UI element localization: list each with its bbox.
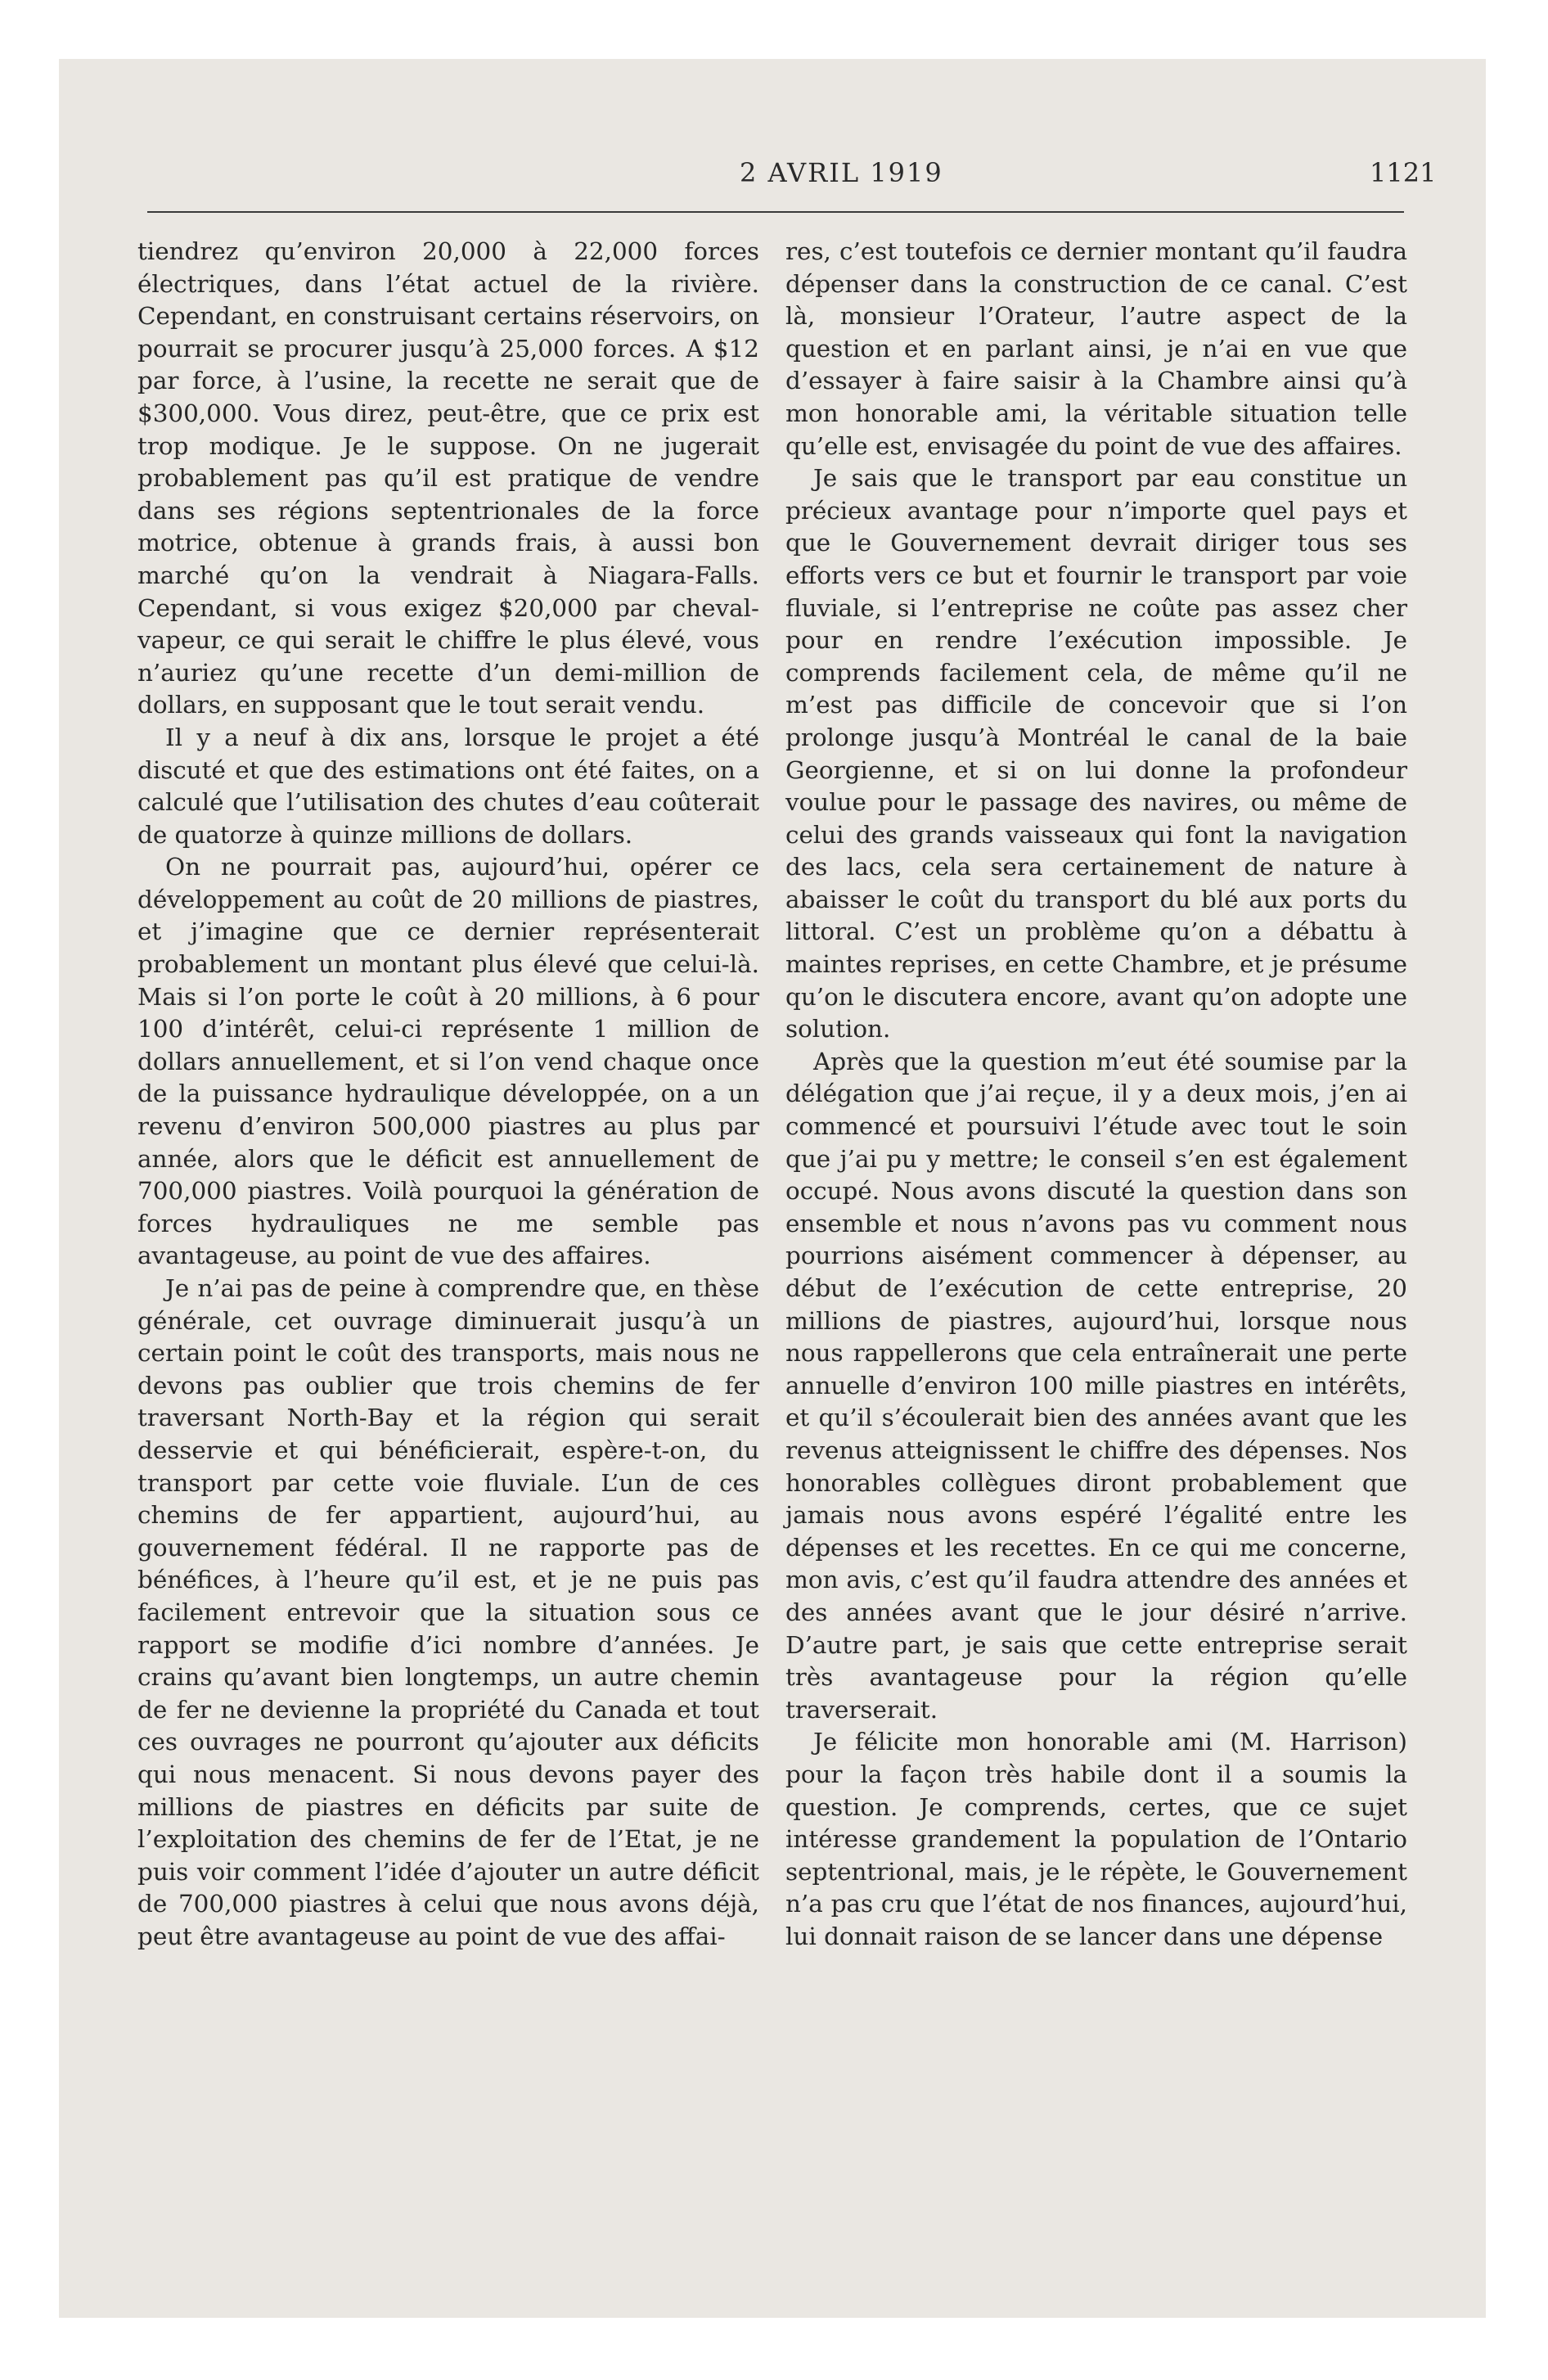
scanned-page (59, 59, 1486, 2318)
left-column (137, 236, 759, 1953)
paragraph: Il y a neuf à dix ans, lorsque le projet a été discuté et que des estimations ont été faites, on a calculé que l’utilisation des chutes d’eau coûterait de quatorze à quinze millions de dollars. (137, 723, 759, 849)
right-column (785, 236, 1407, 1953)
paragraph: tiendrez qu’environ 20,000 à 22,000 forces électriques, dans l’état actuel de la rivière. Cependant, en construisant certains réservoirs, on pourrait se procurer jusqu’à 25,000 forces. A $12 par force, à l’usine, la recette ne serait que de $300,000. Vous direz, peut-être, que ce prix est trop modique. Je le suppose. On ne jugerait probablement pas qu’il est pratique de vendre dans ses régions septentrionales de la force motrice, obtenue à grands frais, à aussi bon marché qu’on la vendrait à Niagara-Falls. Cependant, si vous exigez $20,000 par cheval-vapeur, ce qui serait le chiffre le plus élevé, vous n’auriez qu’une recette d’un demi-million de dollars, en supposant que le tout serait vendu. (137, 237, 759, 719)
paragraph: Après que la question m’eut été soumise par la délégation que j’ai reçue, il y a deux mois, j’en ai commencé et poursuivi l’étude avec tout le soin que j’ai pu y mettre; le conseil s’en est également occupé. Nous avons discuté la question dans son ensemble et nous n’avons pas vu comment nous pourrions aisément commencer à dépenser, au début de l’exécution de cette entreprise, 20 millions de piastres, aujourd’hui, lorsque nous nous rappellerons que cela entraînerait une perte annuelle d’environ 100 mille piastres en intérêts, et qu’il s’écoulerait bien des années avant que les revenus atteignissent le chiffre des dépenses. Nos honorables collègues diront probablement que jamais nous avons espéré l’égalité entre les dépenses et les recettes. En ce qui me concerne, mon avis, c’est qu’il faudra attendre des années et des années avant que le jour désiré n’arrive. D’autre part, je sais que cette entreprise serait très avantageuse pour la région qu’elle traverserait. (785, 1047, 1407, 1724)
paragraph: Je n’ai pas de peine à comprendre que, en thèse générale, cet ouvrage diminuerait jusqu’à un certain point le coût des transports, mais nous ne devons pas oublier que trois chemins de fer traversant North-Bay et la région qui serait desservie et qui bénéficierait, espère-t-on, du transport par cette voie fluviale. L’un de ces chemins de fer appartient, aujourd’hui, au gouvernement fédéral. Il ne rapporte pas de bénéfices, à l’heure qu’il est, et je ne puis pas facilement entrevoir que la situation sous ce rapport se modifie d’ici nombre d’années. Je crains qu’avant bien longtemps, un autre chemin de fer ne devienne la propriété du Canada et tout ces ouvrages ne pourront qu’ajouter aux déficits qui nous menacent. Si nous devons payer des millions de piastres en déficits par suite de l’exploitation des chemins de fer de l’Etat, je ne puis voir comment l’idée d’ajouter un autre déficit de 700,000 piastres à celui que nous avons déjà, peut être avantageuse au point de vue des affai- (137, 1274, 759, 1950)
paragraph: Je félicite mon honorable ami (M. Harrison) pour la façon très habile dont il a soumis la question. Je comprends, certes, que ce sujet intéresse grandement la population de l’Ontario septentrional, mais, je le répète, le Gouvernement n’a pas cru que l’état de nos finances, aujourd’hui, lui donnait raison de se lancer dans une dépense (785, 1728, 1407, 1950)
paragraph: On ne pourrait pas, aujourd’hui, opérer ce développement au coût de 20 millions de piastres, et j’imagine que ce dernier représenterait probablement un montant plus élevé que celui-là. Mais si l’on porte le coût à 20 millions, à 6 pour 100 d’intérêt, celui-ci représente 1 million de dollars annuellement, et si l’on vend chaque once de la puissance hydraulique développée, on a un revenu d’environ 500,000 piastres au plus par année, alors que le déficit est annuellement de 700,000 piastres. Voilà pourquoi la génération de forces hydrauliques ne me semble pas avantageuse, au point de vue des affaires. (137, 853, 759, 1270)
header-rule (147, 211, 1404, 213)
paragraph: res, c’est toutefois ce dernier montant qu’il faudra dépenser dans la construction de ce canal. C’est là, monsieur l’Orateur, l’autre aspect de la question et en parlant ainsi, je n’ai en vue que d’essayer à faire saisir à la Chambre ainsi qu’à mon honorable ami, la véritable situation telle qu’elle est, envisagée du point de vue des affaires. (785, 237, 1407, 460)
page-date: 2 AVRIL 1919 (740, 157, 943, 188)
page-header (59, 157, 1486, 198)
page-number: 1121 (1370, 157, 1437, 188)
paragraph: Je sais que le transport par eau constitue un précieux avantage pour n’importe quel pays et que le Gouvernement devrait diriger tous ses efforts vers ce but et fournir le transport par voie fluviale, si l’entreprise ne coûte pas assez cher pour en rendre l’exécution impossible. Je comprends facilement cela, de même qu’il ne m’est pas difficile de concevoir que si l’on prolonge jusqu’à Montréal le canal de la baie Georgienne, et si on lui donne la profondeur voulue pour le passage des navires, ou même de celui des grands vaisseaux qui font la navigation des lacs, cela sera certainement de nature à abaisser le coût du transport du blé aux ports du littoral. C’est un problème qu’on a débattu à maintes reprises, en cette Chambre, et je présume qu’on le discutera encore, avant qu’on adopte une solution. (785, 464, 1407, 1044)
